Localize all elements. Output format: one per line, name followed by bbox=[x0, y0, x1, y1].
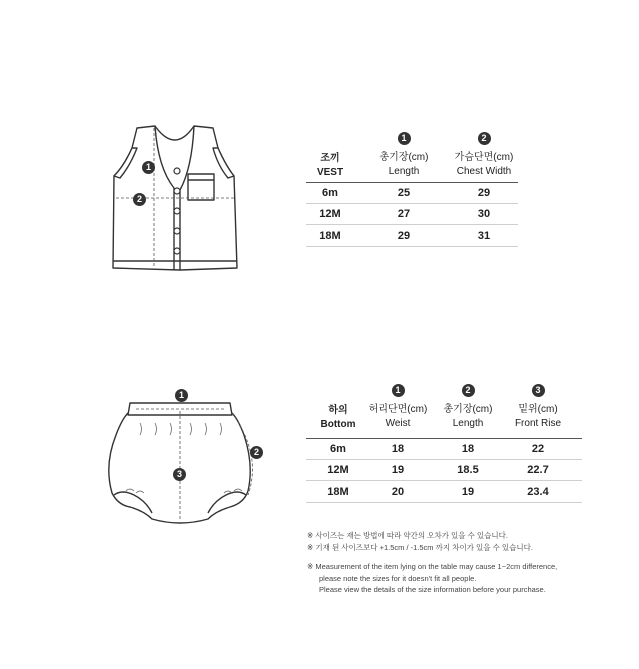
bottom-header-rise: 3 밑위(cm) Front Rise bbox=[514, 385, 562, 429]
note-line: ※ 사이즈는 재는 방법에 따라 약간의 오차가 있을 수 있습니다. bbox=[307, 531, 508, 540]
size-notes bbox=[307, 530, 557, 596]
table-row: 6m 25 29 bbox=[306, 182, 518, 204]
bottom-header-type: 하의 Bottom bbox=[320, 405, 356, 430]
table-row: 12M 19 18.5 22.7 bbox=[306, 460, 582, 481]
vest-header-chest: 2 가슴단면(cm) Chest Width bbox=[454, 133, 514, 177]
number-1-icon: 1 bbox=[398, 132, 411, 145]
number-3-icon: 3 bbox=[532, 384, 545, 397]
note-line: please note the sizes for it doesn't fit all people. bbox=[319, 573, 477, 583]
number-1-icon: 1 bbox=[392, 384, 405, 397]
table-row: 18M 29 31 bbox=[306, 226, 518, 247]
vest-illustration bbox=[100, 118, 250, 278]
number-2-icon: 2 bbox=[478, 132, 491, 145]
bottom-size-table bbox=[306, 384, 582, 504]
number-2-icon: 2 bbox=[462, 384, 475, 397]
vest-header-type: 조끼 VEST bbox=[316, 153, 344, 178]
bottom-marker-rise: 3 bbox=[173, 468, 186, 481]
vest-marker-chest: 2 bbox=[133, 193, 146, 206]
vest-header-length: 1 총기장(cm) Length bbox=[379, 133, 429, 177]
bottom-marker-waist: 1 bbox=[175, 389, 188, 402]
vest-marker-length: 1 bbox=[142, 161, 155, 174]
note-line: Please view the details of the size information before your purchase. bbox=[319, 585, 546, 594]
bottom-illustration bbox=[100, 395, 270, 530]
note-line: ※ 기재 된 사이즈보다 +1.5cm / -1.5cm 까지 차이가 있을 수 있습니다. bbox=[307, 542, 533, 552]
bottom-marker-length: 2 bbox=[250, 446, 263, 459]
bottom-header-waist: 1 허리단면(cm) Weist bbox=[368, 385, 428, 429]
table-row: 12M 27 30 bbox=[306, 204, 518, 225]
table-row: 18M 20 19 23.4 bbox=[306, 482, 582, 503]
table-row: 6m 18 18 22 bbox=[306, 438, 582, 460]
vest-size-table bbox=[306, 132, 518, 252]
bottom-header-length: 2 총기장(cm) Length bbox=[443, 385, 493, 429]
note-line: ※ Measurement of the item lying on the table may cause 1~2cm difference, bbox=[307, 562, 558, 571]
